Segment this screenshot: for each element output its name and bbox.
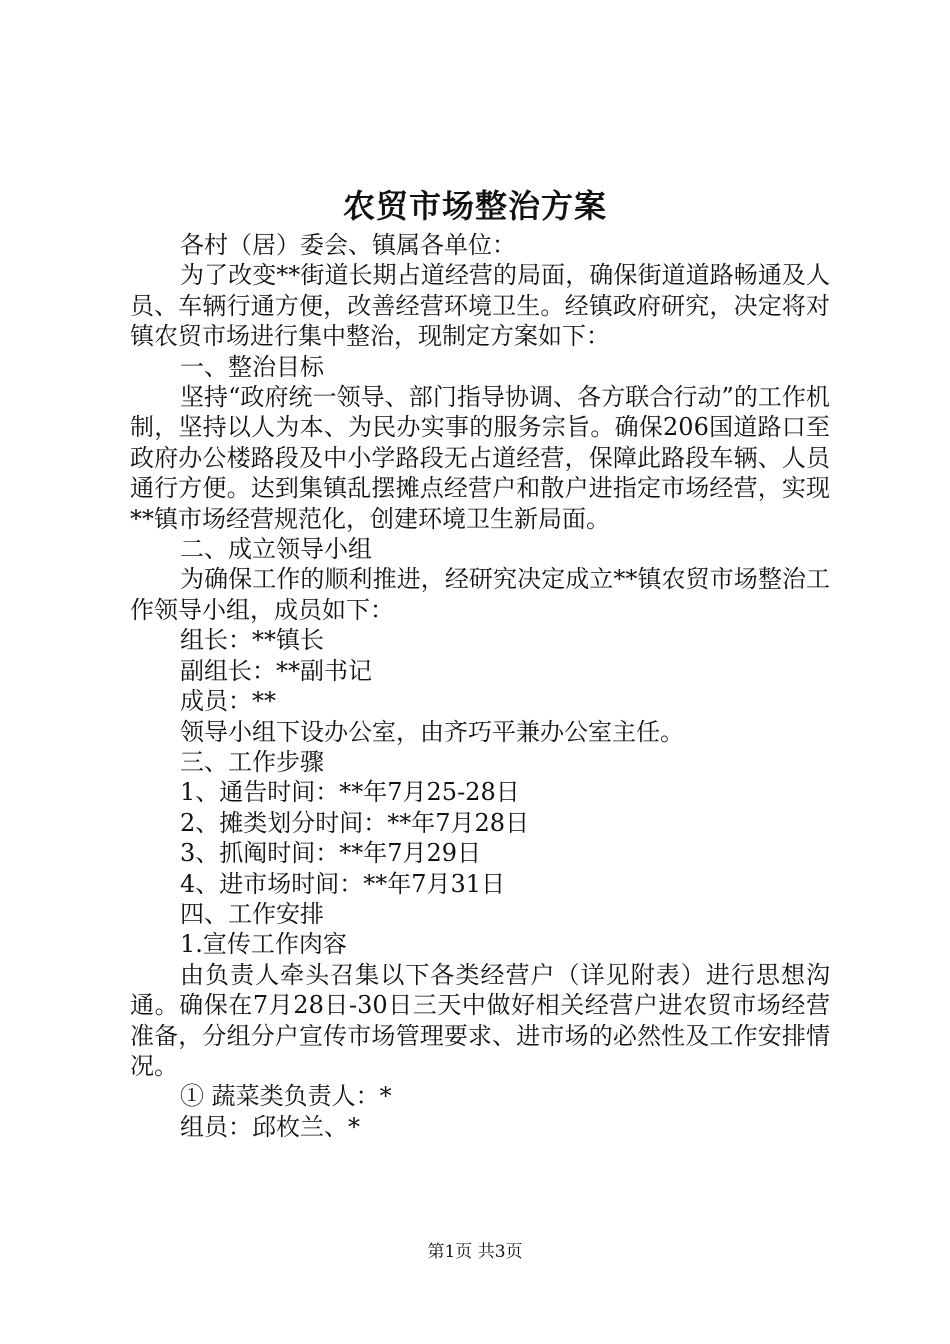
heading-section-4: 四、工作安排 xyxy=(180,899,324,928)
heading-section-3: 三、工作步骤 xyxy=(180,747,324,776)
paragraph-salutation: 各村（居）委会、镇属各单位： xyxy=(180,231,516,259)
paragraph-goals: 坚持“政府统一领导、部门指导协调、各方联合行动”的工作机制，坚持以人为本、为民办实事的服务宗旨。确保206国道路口至政府办公楼路段及中小学路段无占道经营，保障此路段车辆、人员通行方便。达到集镇乱摆摊点经营户和散户进指定市场经营，实现**镇市场经营规范化，创建环境卫生新局面。 xyxy=(130,383,830,533)
list-item-step-1: 1、通告时间：**年7月25-28日 xyxy=(180,778,520,807)
heading-section-2: 二、成立领导小组 xyxy=(180,535,372,564)
paragraph-vegetable-lead: ① 蔬菜类负责人：* xyxy=(180,1082,392,1111)
paragraph-leader: 组长：**镇长 xyxy=(180,626,324,655)
page-footer: 第1页 共3页 xyxy=(427,1242,523,1262)
paragraph-publicity: 由负责人牵头召集以下各类经营户（详见附表）进行思想沟通。确保在7月28日-30日三天中做好相关经营户进农贸市场经营准备，分组分户宣传市场管理要求、进市场的必然性及工作安排情况。 xyxy=(130,960,830,1080)
paragraph-office: 领导小组下设办公室，由齐巧平兼办公室主任。 xyxy=(180,717,684,746)
paragraph-members: 成员：** xyxy=(180,687,276,716)
paragraph-deputy-leader: 副组长：**副书记 xyxy=(180,656,372,685)
list-item-step-4: 4、进市场时间：**年7月31日 xyxy=(180,869,506,898)
list-item-step-3: 3、抓阄时间：**年7月29日 xyxy=(180,839,482,868)
paragraph-intro: 为了改变**街道长期占道经营的局面，确保街道道路畅通及人员、车辆行通方便，改善经营环境卫生。经镇政府研究，决定将对镇农贸市场进行集中整治，现制定方案如下： xyxy=(130,261,830,351)
heading-subsection-1: 1.宣传工作肉容 xyxy=(180,930,347,959)
document-body xyxy=(130,230,830,1142)
document-title: 农贸市场整治方案 xyxy=(342,187,607,225)
list-item-step-2: 2、摊类划分时间：**年7月28日 xyxy=(180,808,530,837)
heading-section-1: 一、整治目标 xyxy=(180,352,324,381)
paragraph-vegetable-members: 组员：邱枚兰、* xyxy=(180,1112,360,1141)
paragraph-leadership: 为确保工作的顺利推进，经研究决定成立**镇农贸市场整治工作领导小组，成员如下： xyxy=(130,565,830,624)
